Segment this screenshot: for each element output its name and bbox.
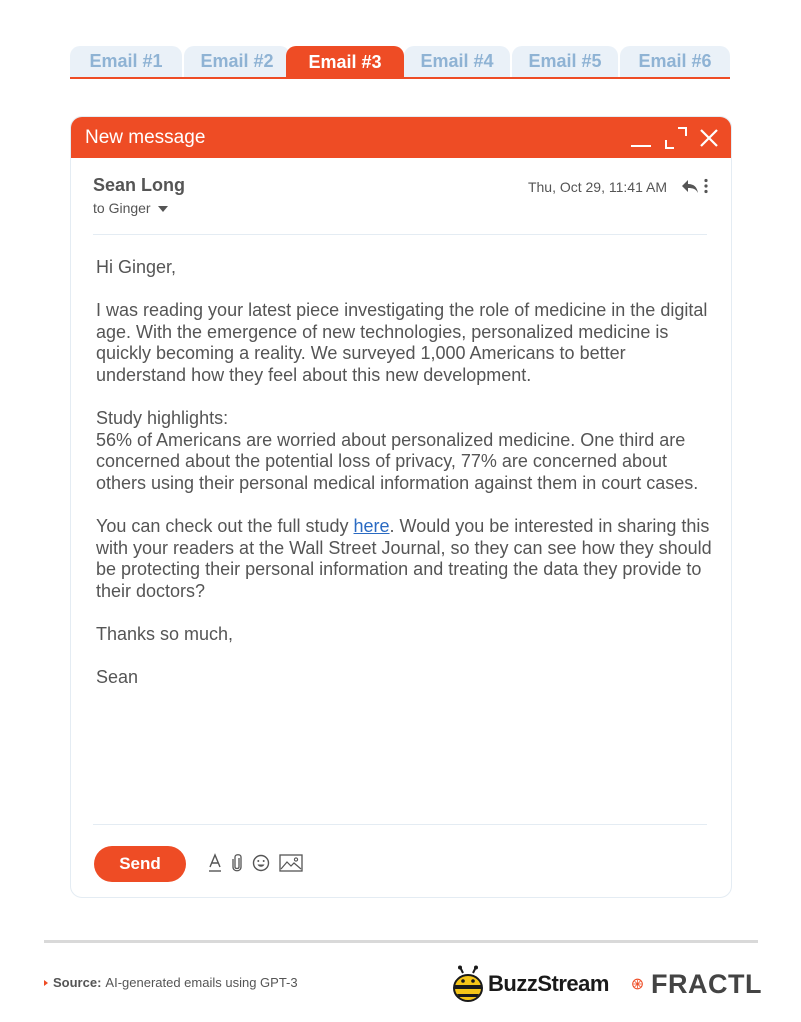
caret-down-icon: [158, 206, 168, 212]
buzzstream-logo: [452, 964, 612, 1004]
source-label: Source:: [53, 975, 102, 990]
attachment-icon[interactable]: [230, 852, 244, 874]
tab-label: Email #4: [420, 51, 494, 71]
window-titlebar: [71, 117, 731, 158]
source-text: AI-generated emails using GPT-3: [105, 975, 298, 990]
recipient-label: to Ginger: [93, 200, 151, 216]
signoff: Thanks so much,: [96, 624, 234, 645]
recipient-dropdown[interactable]: [93, 200, 707, 216]
emoji-icon[interactable]: [251, 852, 271, 874]
sender-name: Sean Long: [93, 175, 186, 195]
tab-email-1[interactable]: [70, 46, 182, 77]
highlights-paragraph: [96, 408, 716, 494]
tab-label: Email #1: [89, 51, 163, 71]
message-window: [70, 116, 732, 898]
greeting: Hi Ginger,: [96, 257, 177, 277]
cta-text-after: . Would you be interested in sharing this with your readers at the Wall Street Journal, so they can see how they should be protecting their personal information and treating the data they provide to their doctors?: [96, 516, 712, 601]
tab-label: Email #2: [200, 51, 274, 71]
tab-email-4[interactable]: [404, 46, 510, 77]
bee-icon: [452, 965, 484, 1003]
minimize-icon[interactable]: [629, 117, 653, 158]
tab-email-2[interactable]: [184, 46, 290, 77]
reply-icon[interactable]: [679, 175, 701, 197]
email-tabs: [70, 46, 730, 80]
study-link[interactable]: here: [353, 516, 390, 537]
tab-label: Email #5: [528, 51, 602, 71]
window-title: New message: [85, 126, 206, 148]
maximize-icon[interactable]: [661, 117, 691, 158]
signature: Sean: [96, 667, 139, 688]
format-text-icon[interactable]: [207, 852, 223, 874]
tab-email-6[interactable]: [620, 46, 730, 77]
message-header: [93, 175, 707, 235]
bullet-arrow-icon: [44, 980, 48, 986]
header-divider: [93, 234, 707, 235]
footer-divider: [44, 940, 758, 943]
image-icon[interactable]: [278, 852, 304, 874]
highlights-heading: Study highlights:: [96, 408, 229, 429]
compose-divider: [93, 824, 707, 825]
tab-email-3[interactable]: [286, 46, 404, 78]
buzzstream-wordmark: BuzzStream: [488, 971, 609, 996]
tab-label: Email #3: [308, 51, 382, 72]
highlights-text: 56% of Americans are worried about personalized medicine. One third are concerned about the potential loss of privacy, 77% are concerned about others using their personal medical information against them in court cases.: [96, 429, 699, 493]
message-date: Thu, Oct 29, 11:41 AM: [527, 179, 667, 195]
intro-paragraph: I was reading your latest piece investigating the role of medicine in the digital age. With the emergence of new technologies, personalized medicine is quickly becoming a reality. We surveyed 1,000 Americans to better understand how they feel about this new development.: [96, 300, 708, 385]
message-body: [96, 257, 716, 710]
tab-label: Email #6: [638, 51, 712, 71]
send-button[interactable]: Send: [94, 846, 186, 882]
fractl-mark-icon: [632, 968, 643, 1000]
more-vertical-icon[interactable]: [703, 178, 709, 194]
tab-email-5[interactable]: [512, 46, 618, 77]
source-note: [44, 975, 298, 990]
close-icon[interactable]: [695, 117, 723, 158]
fractl-wordmark: FRACTL: [651, 968, 762, 999]
cta-text-before: You can check out the full study: [96, 516, 354, 537]
fractl-logo: [632, 964, 762, 1004]
cta-paragraph: [96, 516, 716, 602]
